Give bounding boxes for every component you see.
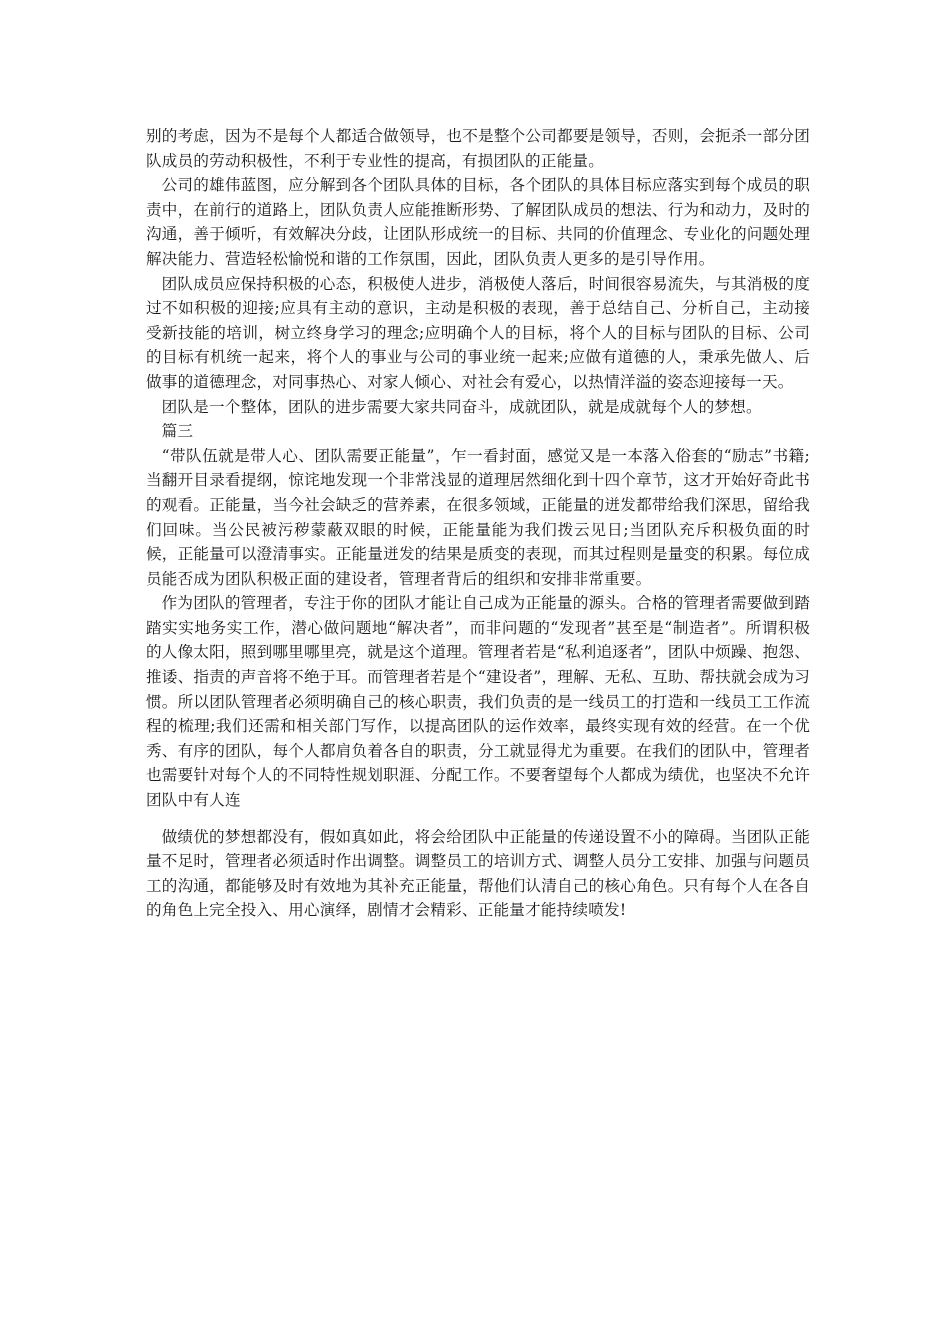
document-body [146, 124, 810, 923]
paragraph-3: 团队成员应保持积极的心态，积极使人进步，消极使人落后，时间很容易流失，与其消极的度过不如积极的迎接;应具有主动的意识，主动是积极的表现，善于总结自己、分析自己，主动接受新技能的培训，树立终身学习的理念;应明确个人的目标，将个人的目标与团队的目标、公司的目标有机统一起来，将个人的事业与公司的事业统一起来;应做有道德的人，秉承先做人、后做事的道德理念，对同事热心、对家人倾心、对社会有爱心，以热情洋溢的姿态迎接每一天。 [146, 274, 810, 391]
paragraph-1: 别的考虑，因为不是每个人都适合做领导，也不是整个公司都要是领导，否则，会扼杀一部分团队成员的劳动积极性，不利于专业性的提高，有损团队的正能量。 [146, 127, 810, 170]
paragraph-5: “带队伍就是带人心、团队需要正能量”，乍一看封面，感觉又是一本落入俗套的“励志”书籍;当翻开目录看提纲，惊诧地发现一个非常浅显的道理居然细化到十四个章节，这才开始好奇此书的观看。正能量，当今社会缺乏的营养素，在很多领域，正能量的迸发都带给我们深思，留给我们回味。当公民被污秽蒙蔽双眼的时候，正能量能为我们拨云见日;当团队充斥积极负面的时候，正能量可以澄清事实。正能量迸发的结果是质变的表现，而其过程则是量变的积累。每位成员能否成为团队积极正面的建设者，管理者背后的组织和安排非常重要。 [146, 446, 810, 588]
paragraph-7: 做绩优的梦想都没有，假如真如此，将会给团队中正能量的传递设置不小的障碍。当团队正能量不足时，管理者必须适时作出调整。调整员工的培训方式、调整人员分工安排、加强与问题员工的沟通，都能够及时有效地为其补充正能量，帮他们认清自己的核心角色。只有每个人在各自的角色上完全投入、用心演绎，剧情才会精彩、正能量才能持续喷发! [146, 827, 810, 920]
paragraph-4: 团队是一个整体，团队的进步需要大家共同奋斗，成就团队，就是成就每个人的梦想。 [161, 397, 762, 416]
section-heading: 篇三 [161, 422, 194, 441]
paragraph-2: 公司的雄伟蓝图，应分解到各个团队具体的目标，各个团队的具体目标应落实到每个成员的职责中，在前行的道路上，团队负责人应能推断形势、了解团队成员的想法、行为和动力，及时的沟通，善于倾听，有效解决分歧，让团队形成统一的目标、共同的价值理念、专业化的问题处理解决能力、营造轻松愉悦和谐的工作氛围，因此，团队负责人更多的是引导作用。 [146, 176, 810, 268]
paragraph-6: 作为团队的管理者，专注于你的团队才能让自己成为正能量的源头。合格的管理者需要做到踏踏实实地务实工作，潜心做问题地“解决者”，而非问题的“发现者”甚至是“制造者”。所谓积极的人像太阳，照到哪里哪里亮，就是这个道理。管理者若是“私利追逐者”，团队中烦躁、抱怨、推诿、指责的声音将不绝于耳。而管理者若是个“建设者”，理解、无私、互助、帮扶就会成为习惯。所以团队管理者必须明确自己的核心职责，我们负责的是一线员工的打造和一线员工工作流程的梳理;我们还需和相关部门写作，以提高团队的运作效率，最终实现有效的经营。在一个优秀、有序的团队，每个人都肩负着各自的职责，分工就显得尤为重要。在我们的团队中，管理者也需要针对每个人的不同特性规划职涯、分配工作。不要奢望每个人都成为绩优，也坚决不允许团队中有人连 [146, 594, 810, 810]
